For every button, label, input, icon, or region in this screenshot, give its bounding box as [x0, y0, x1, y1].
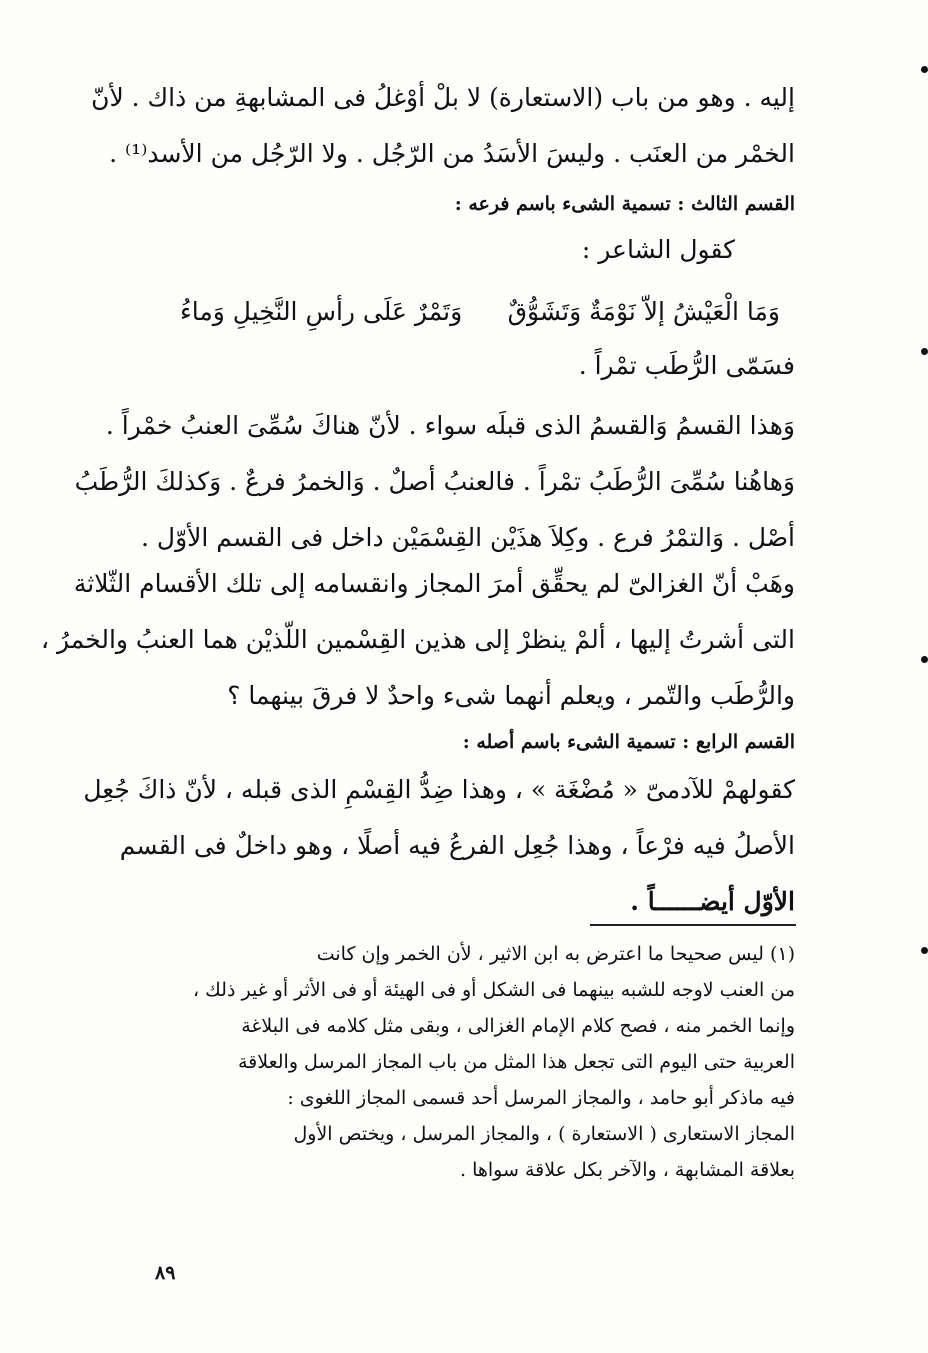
paragraph-2	[74, 398, 795, 566]
paragraph-4	[83, 762, 795, 930]
margin-mark	[921, 656, 928, 663]
verse-first-hemistich: وَمَا الْعَيْشُ إلاّ نَوْمَةٌ وَتَشَوُّقٌ	[507, 297, 780, 326]
heading-text: القسم الثالث : تسمية الشىء باسم فرعه :	[454, 193, 795, 215]
footnote-line: العربية حتى اليوم التى تجعل هذا المثل من باب المجاز المرسل والعلاقة	[238, 1051, 795, 1073]
text-line: فسَمّى الرُّطَب تمْراً .	[578, 351, 795, 380]
page-number: ٨٩	[155, 1262, 176, 1284]
text-line: الخمْر من العنَب . وليسَ الأسَدُ من الرّجُل . ولا الرّجُل من الأسد⁽¹⁾ .	[109, 139, 795, 168]
text-line: وهَبْ أنّ الغزالىّ لم يحقِّق أمرَ المجاز وانقسامه إلى تلك الأقسام الثّلاثة	[73, 569, 795, 598]
text-line: وَهذا القسمُ وَالقسمُ الذى قبلَه سواء . لأنّ هناكَ سُمِّىَ العنبُ خمْراً .	[105, 411, 795, 440]
margin-mark	[921, 66, 928, 73]
text-line: الأصلُ فيه فرْعاً ، وهذا جُعِل الفرعُ فيه أصلًا ، وهو داخلٌ فى القسم	[119, 831, 795, 860]
margin-mark	[921, 947, 928, 954]
margin-mark	[921, 348, 928, 355]
verse-second-hemistich: وَتَمْرٌ عَلَى رأسِ النَّخِيلِ وَماءُ	[180, 297, 463, 326]
text-line: التى أشرتُ إليها ، ألمْ ينظرْ إلى هذين القِسْمين اللّذيْن هما العنبُ والخمرُ ،	[40, 625, 795, 654]
poetry-verse	[180, 284, 780, 340]
footnote-line: من العنب لاوجه للشبه بينهما فى الشكل أو فى الهيئة أو فى الأثر أو غير ذلك ،	[192, 979, 795, 1001]
poet-intro	[105, 222, 795, 278]
text-line: وَهاهُنا سُمِّىَ الرُّطَبُ تمْراً . فالعنبُ أصلٌ . وَالخمرُ فرعٌ . وَكذلكَ الرُّطَبُ	[74, 467, 795, 496]
text-line: كقول الشاعر :	[581, 235, 735, 264]
text-line: أصْل . وَالتمْرُ فرع . وكِلاَ هذَيْن القِسْمَيْن داخل فى القسم الأوّل .	[141, 523, 795, 552]
section-heading-3	[105, 186, 795, 222]
footnote-divider	[590, 924, 796, 926]
text-line: إليه . وهو من باب (الاستعارة) لا بلْ أوْغلُ فى المشابهةِ من ذاك . لأنّ	[91, 83, 795, 112]
section-heading-4	[105, 724, 795, 760]
paragraph-3	[40, 556, 795, 724]
heading-text: القسم الرابع : تسمية الشىء باسم أصله :	[462, 731, 795, 753]
text-line: كقولهمْ للآدمىّ « مُضْغَة » ، وهذا ضِدُّ القِسْمِ الذى قبله ، لأنّ ذاكَ جُعِل	[83, 775, 795, 804]
footnote	[105, 936, 795, 1188]
text-line: والرُّطَب والتّمر ، ويعلم أنهما شىء واحدٌ لا فرقَ بينهما ؟	[227, 681, 795, 710]
footnote-line: بعلاقة المشابهة ، والآخر بكل علاقة سواها .	[460, 1159, 795, 1181]
footnote-line: (١) ليس صحيحا ما اعترض به ابن الاثير ، لأن الخمر وإن كانت	[316, 943, 795, 965]
footnote-line: المجاز الاستعارى ( الاستعارة ) ، والمجاز المرسل ، ويختص الأول	[293, 1123, 795, 1145]
text-line: الأوّل أيضــــــاً .	[630, 887, 795, 916]
paragraph-1	[91, 70, 795, 182]
footnote-line: وإنما الخمر منه ، فصح كلام الإمام الغزالى ، وبقى مثل كلامه فى البلاغة	[241, 1015, 795, 1037]
after-verse	[105, 338, 795, 394]
footnote-line: فيه ماذكر أبو حامد ، والمجاز المرسل أحد قسمى المجاز اللغوى :	[287, 1087, 795, 1109]
